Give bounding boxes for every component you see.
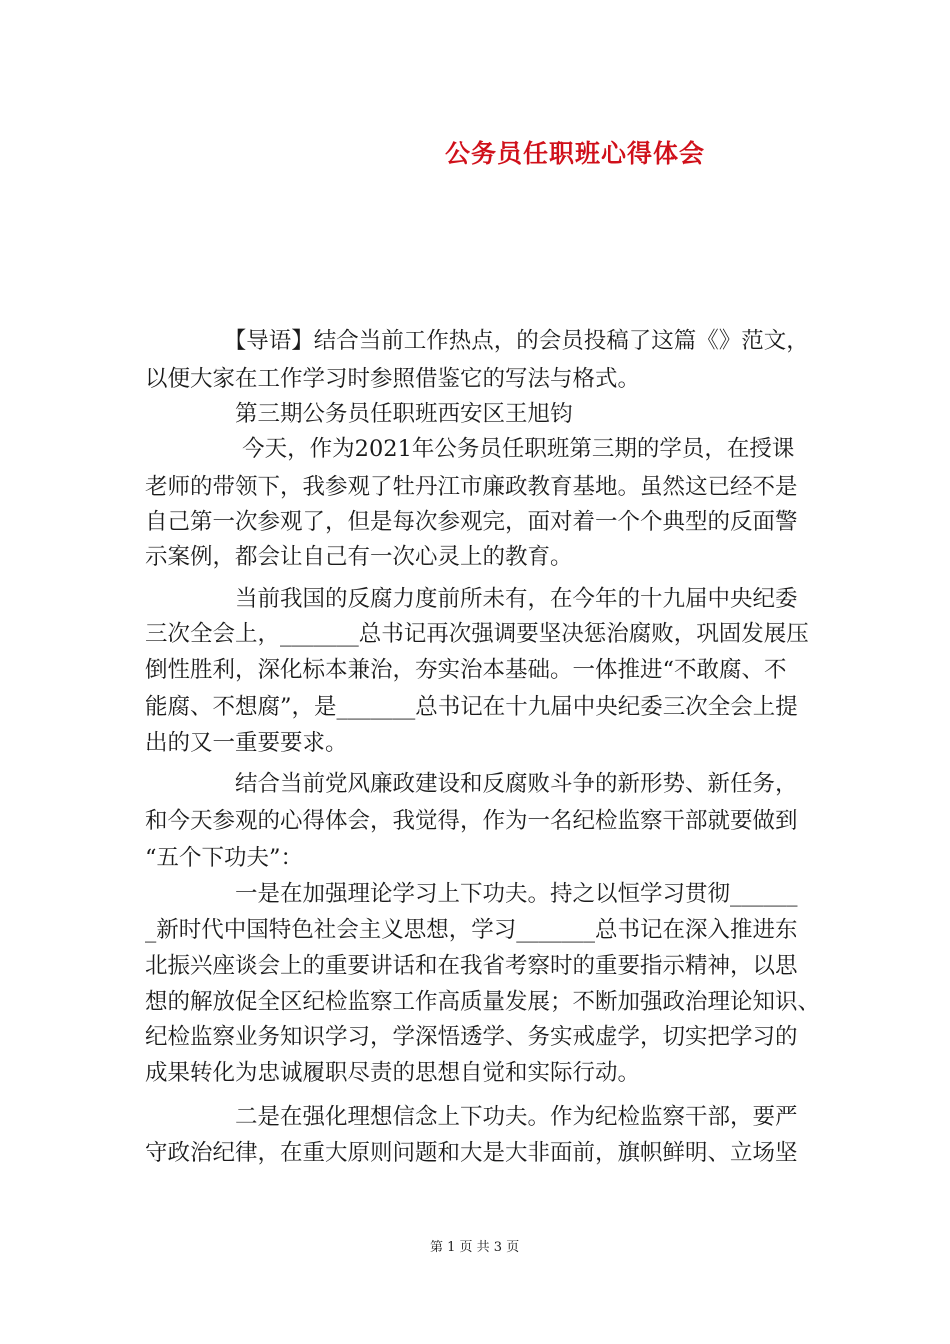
- body-line: 守政治纪律，在重大原则问题和大是大非面前，旗帜鲜明、立场坚: [145, 1140, 798, 1166]
- body-line: 当前我国的反腐力度前所未有，在今年的十九届中央纪委: [145, 586, 798, 612]
- body-line: 想的解放促全区纪检监察工作高质量发展；不断加强政治理论知识、: [145, 989, 821, 1015]
- body-line: 出的又一重要要求。: [145, 730, 348, 756]
- body-line: 能腐、不想腐”，是_______总书记在十九届中央纪委三次全会上提: [145, 694, 798, 720]
- body-line: 示案例，都会让自己有一次心灵上的教育。: [145, 544, 573, 570]
- body-line: 三次全会上，_______总书记再次强调要坚决惩治腐败，巩固发展压: [145, 621, 809, 647]
- body-line: 【导语】结合当前工作热点，的会员投稿了这篇《》范文，: [145, 328, 809, 354]
- page-number-footer: 第 1 页 共 3 页: [430, 1240, 520, 1255]
- body-line: _新时代中国特色社会主义思想，学习_______总书记在深入推进东: [145, 917, 798, 943]
- body-line: 结合当前党风廉政建设和反腐败斗争的新形势、新任务，: [145, 771, 798, 797]
- document-title: 公务员任职班心得体会: [444, 139, 705, 168]
- body-line: 自己第一次参观了，但是每次参观完，面对着一个个典型的反面警: [145, 509, 798, 535]
- body-line: 倒性胜利，深化标本兼治，夯实治本基础。一体推进“不敢腐、不: [145, 657, 787, 683]
- body-line: 以便大家在工作学习时参照借鉴它的写法与格式。: [145, 366, 641, 392]
- body-line: 二是在强化理想信念上下功夫。作为纪检监察干部，要严: [145, 1104, 798, 1130]
- body-line: 和今天参观的心得体会，我觉得，作为一名纪检监察干部就要做到: [145, 808, 798, 834]
- body-line: 一是在加强理论学习上下功夫。持之以恒学习贯彻______: [145, 881, 798, 907]
- body-line: 老师的带领下，我参观了牡丹江市廉政教育基地。虽然这已经不是: [145, 474, 798, 500]
- body-line: 今天，作为2021年公务员任职班第三期的学员，在授课: [145, 436, 795, 462]
- body-line: 纪检监察业务知识学习，学深悟透学、务实戒虚学，切实把学习的: [145, 1024, 798, 1050]
- body-line: “五个下功夫”：: [145, 845, 304, 871]
- body-line: 北振兴座谈会上的重要讲话和在我省考察时的重要指示精神，以思: [145, 953, 798, 979]
- body-line: 成果转化为忠诚履职尽责的思想自觉和实际行动。: [145, 1060, 641, 1086]
- body-line: 第三期公务员任职班西安区王旭钧: [145, 401, 573, 427]
